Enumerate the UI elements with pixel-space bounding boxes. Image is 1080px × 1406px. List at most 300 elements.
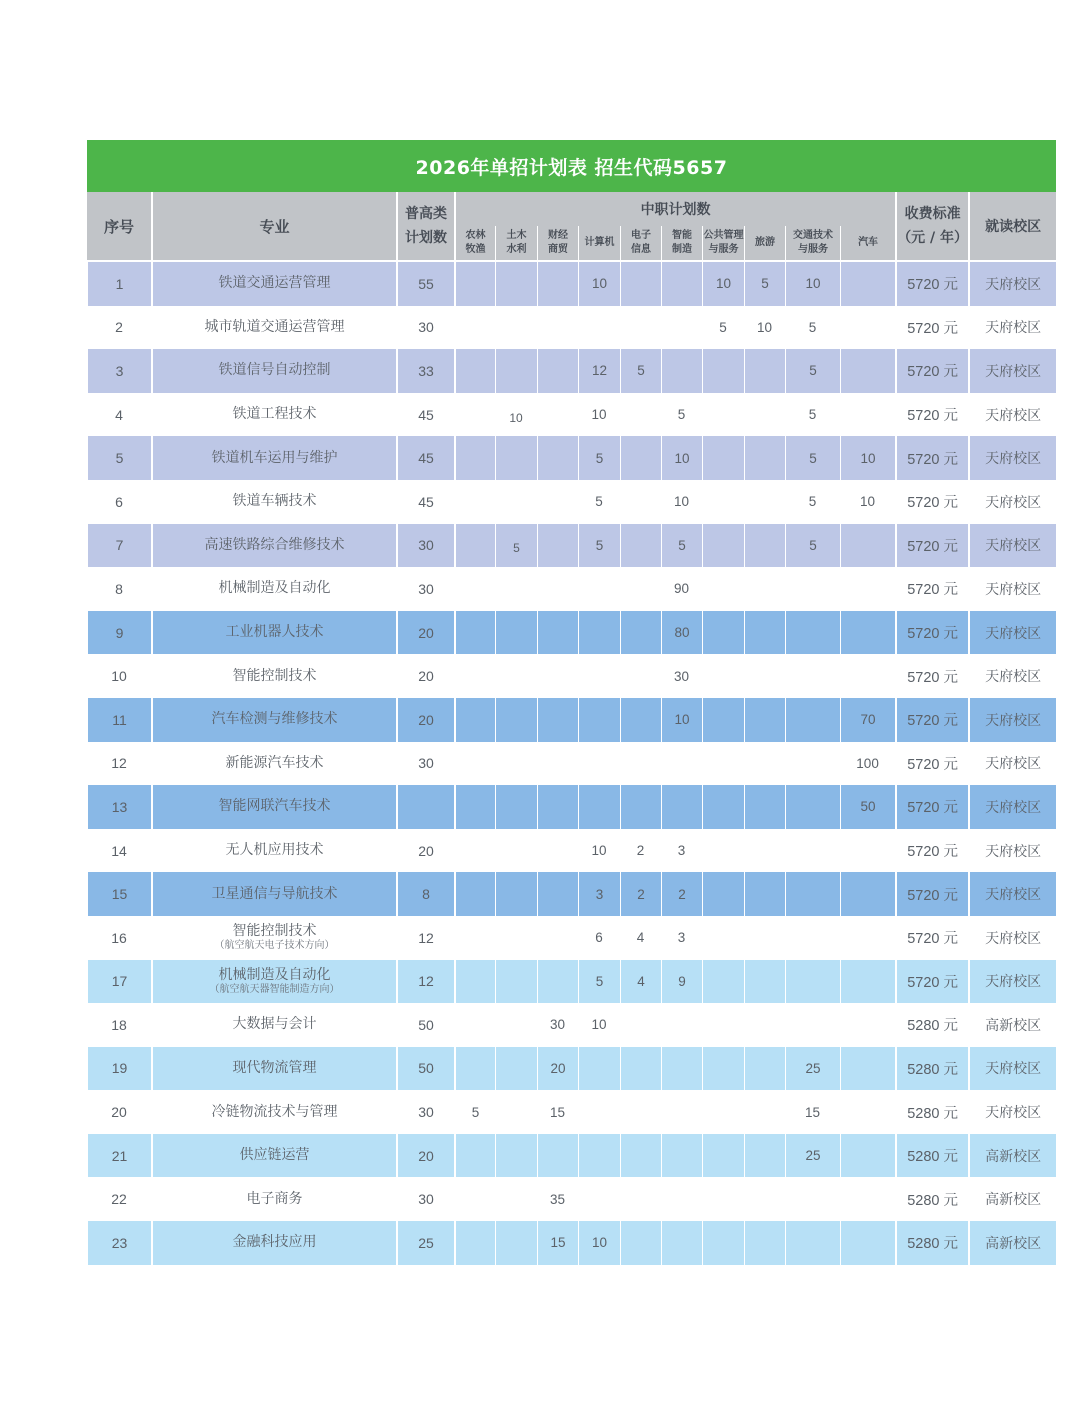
cell-zz-2 <box>537 349 578 393</box>
cell-zz-4: 2 <box>620 872 661 916</box>
cell-major <box>151 393 396 437</box>
cell-zz-9: 70 <box>840 698 895 742</box>
cell-zz-2 <box>537 567 578 611</box>
cell-zz-5 <box>661 262 702 306</box>
table-row <box>87 872 1056 916</box>
cell-zz-4 <box>620 742 661 786</box>
cell-zz-9 <box>840 1134 895 1178</box>
cell-zz-5 <box>661 785 702 829</box>
cell-zz-8 <box>785 698 840 742</box>
cell-gk: 12 <box>396 960 454 1004</box>
cell-zz-2 <box>537 524 578 568</box>
cell-gk: 12 <box>396 916 454 960</box>
cell-zz-0 <box>454 436 495 480</box>
cell-zz-8: 5 <box>785 306 840 350</box>
cell-campus: 高新校区 <box>968 1177 1056 1221</box>
cell-zz-2 <box>537 480 578 524</box>
cell-major <box>151 1003 396 1047</box>
cell-zz-8: 5 <box>785 436 840 480</box>
cell-fee: 5280 元 <box>895 1134 968 1178</box>
header-fee-line2: （元 / 年） <box>897 230 969 246</box>
major-name: 工业机器人技术 <box>225 624 324 641</box>
cell-zz-9 <box>840 262 895 306</box>
cell-zz-8 <box>785 1177 840 1221</box>
header-sub-line2: 牧渔 <box>465 244 486 255</box>
header-gk <box>396 192 454 262</box>
cell-fee: 5720 元 <box>895 785 968 829</box>
cell-zz-9 <box>840 960 895 1004</box>
cell-zz-3: 5 <box>578 480 620 524</box>
table-row <box>87 306 1056 350</box>
cell-zz-8: 15 <box>785 1090 840 1134</box>
cell-zz-7 <box>744 567 785 611</box>
cell-zz-0 <box>454 960 495 1004</box>
cell-gk: 45 <box>396 436 454 480</box>
cell-campus: 高新校区 <box>968 1221 1056 1265</box>
cell-zz-8 <box>785 567 840 611</box>
cell-zz-2: 20 <box>537 1047 578 1091</box>
cell-zz-8 <box>785 1221 840 1265</box>
cell-zz-9 <box>840 349 895 393</box>
cell-seq: 4 <box>87 393 151 437</box>
cell-major <box>151 262 396 306</box>
cell-major <box>151 611 396 655</box>
cell-zz-6 <box>702 436 744 480</box>
cell-seq: 13 <box>87 785 151 829</box>
cell-zz-9: 10 <box>840 436 895 480</box>
cell-zz-7 <box>744 785 785 829</box>
header-sub-line1: 智能 <box>672 230 692 241</box>
cell-zz-5: 3 <box>661 829 702 873</box>
cell-zz-7 <box>744 654 785 698</box>
cell-campus: 高新校区 <box>968 1003 1056 1047</box>
cell-zz-8 <box>785 829 840 873</box>
cell-zz-3 <box>578 785 620 829</box>
cell-zz-1: 10 <box>495 393 537 437</box>
cell-gk: 30 <box>396 742 454 786</box>
cell-zz-8 <box>785 742 840 786</box>
cell-gk: 30 <box>396 1090 454 1134</box>
cell-zz-0 <box>454 829 495 873</box>
enrollment-plan-table <box>87 192 1056 1265</box>
cell-zz-7 <box>744 524 785 568</box>
cell-zz-5 <box>661 1177 702 1221</box>
cell-major <box>151 698 396 742</box>
cell-zz-3: 10 <box>578 1003 620 1047</box>
cell-zz-3: 5 <box>578 524 620 568</box>
cell-zz-7: 10 <box>744 306 785 350</box>
cell-zz-6 <box>702 1221 744 1265</box>
cell-zz-7 <box>744 349 785 393</box>
cell-zz-5 <box>661 1134 702 1178</box>
cell-zz-1 <box>495 1047 537 1091</box>
cell-zz-2 <box>537 916 578 960</box>
table-row <box>87 916 1056 960</box>
major-name: 铁道车辆技术 <box>232 493 317 510</box>
cell-major <box>151 872 396 916</box>
cell-fee: 5280 元 <box>895 1047 968 1091</box>
cell-zz-8: 5 <box>785 393 840 437</box>
cell-zz-0 <box>454 742 495 786</box>
cell-seq: 21 <box>87 1134 151 1178</box>
cell-zz-8: 25 <box>785 1047 840 1091</box>
cell-seq: 16 <box>87 916 151 960</box>
cell-gk: 20 <box>396 829 454 873</box>
cell-seq: 7 <box>87 524 151 568</box>
cell-gk: 55 <box>396 262 454 306</box>
cell-zz-2 <box>537 436 578 480</box>
cell-campus: 天府校区 <box>968 1047 1056 1091</box>
cell-zz-7 <box>744 436 785 480</box>
cell-fee: 5720 元 <box>895 960 968 1004</box>
table-row <box>87 960 1056 1004</box>
cell-zz-9 <box>840 872 895 916</box>
cell-zz-3: 3 <box>578 872 620 916</box>
cell-campus: 天府校区 <box>968 785 1056 829</box>
cell-zz-0 <box>454 567 495 611</box>
major-name: 卫星通信与导航技术 <box>211 885 338 902</box>
cell-seq: 12 <box>87 742 151 786</box>
cell-zz-5: 10 <box>661 698 702 742</box>
cell-zz-7 <box>744 916 785 960</box>
major-name: 新能源汽车技术 <box>225 754 324 771</box>
cell-zz-6 <box>702 611 744 655</box>
cell-zz-1 <box>495 611 537 655</box>
cell-zz-1 <box>495 698 537 742</box>
cell-zz-4 <box>620 567 661 611</box>
table-row <box>87 436 1056 480</box>
cell-zz-9 <box>840 1090 895 1134</box>
cell-zz-9 <box>840 654 895 698</box>
header-sub-line2: 信息 <box>631 244 651 255</box>
major-name: 智能控制技术 <box>232 923 317 940</box>
header-sub-line2: 制造 <box>672 244 692 255</box>
cell-zz-5: 5 <box>661 524 702 568</box>
header-sub-5 <box>661 226 702 262</box>
cell-zz-1: 5 <box>495 524 537 568</box>
cell-gk: 25 <box>396 1221 454 1265</box>
major-name: 现代物流管理 <box>232 1059 317 1076</box>
header-fee <box>895 192 968 262</box>
cell-seq: 1 <box>87 262 151 306</box>
cell-zz-5 <box>661 1221 702 1265</box>
table-row <box>87 1003 1056 1047</box>
cell-zz-5 <box>661 742 702 786</box>
cell-zz-6 <box>702 524 744 568</box>
cell-zz-0 <box>454 1134 495 1178</box>
cell-fee: 5720 元 <box>895 872 968 916</box>
header-sub-line1: 电子 <box>631 230 651 241</box>
cell-zz-0 <box>454 1003 495 1047</box>
cell-zz-8 <box>785 1003 840 1047</box>
cell-zz-7 <box>744 1134 785 1178</box>
cell-gk: 50 <box>396 1003 454 1047</box>
cell-gk: 8 <box>396 872 454 916</box>
cell-zz-4 <box>620 1177 661 1221</box>
header-gk-line2: 计划数 <box>405 230 447 246</box>
header-sub-0 <box>454 226 495 262</box>
cell-zz-3 <box>578 611 620 655</box>
cell-zz-5: 90 <box>661 567 702 611</box>
table-row <box>87 611 1056 655</box>
cell-zz-4 <box>620 611 661 655</box>
cell-seq: 9 <box>87 611 151 655</box>
cell-seq: 20 <box>87 1090 151 1134</box>
cell-zz-6 <box>702 829 744 873</box>
cell-zz-2 <box>537 1134 578 1178</box>
cell-zz-0 <box>454 1177 495 1221</box>
cell-campus: 天府校区 <box>968 916 1056 960</box>
header-fee-line1: 收费标准 <box>904 206 961 222</box>
header-campus: 就读校区 <box>968 192 1056 262</box>
cell-major <box>151 306 396 350</box>
cell-zz-6 <box>702 1047 744 1091</box>
cell-zz-6 <box>702 960 744 1004</box>
cell-zz-0 <box>454 1047 495 1091</box>
cell-zz-9 <box>840 1221 895 1265</box>
cell-zz-1 <box>495 1177 537 1221</box>
cell-zz-4 <box>620 393 661 437</box>
cell-zz-9: 50 <box>840 785 895 829</box>
cell-zz-1 <box>495 567 537 611</box>
cell-fee: 5720 元 <box>895 742 968 786</box>
cell-zz-6 <box>702 698 744 742</box>
cell-zz-8 <box>785 872 840 916</box>
cell-zz-3 <box>578 1090 620 1134</box>
cell-zz-1 <box>495 1221 537 1265</box>
cell-zz-3: 10 <box>578 1221 620 1265</box>
cell-zz-6 <box>702 393 744 437</box>
cell-zz-6 <box>702 1003 744 1047</box>
major-name: 铁道工程技术 <box>232 406 317 423</box>
table-row <box>87 785 1056 829</box>
cell-zz-3: 6 <box>578 916 620 960</box>
header-sub-9 <box>840 226 895 262</box>
cell-zz-6 <box>702 1134 744 1178</box>
cell-zz-6: 5 <box>702 306 744 350</box>
cell-seq: 15 <box>87 872 151 916</box>
major-name: 铁道机车运用与维护 <box>211 449 338 466</box>
cell-zz-9 <box>840 916 895 960</box>
cell-zz-7 <box>744 742 785 786</box>
cell-zz-8 <box>785 960 840 1004</box>
cell-zz-3: 10 <box>578 829 620 873</box>
cell-zz-2: 30 <box>537 1003 578 1047</box>
header-sub-7 <box>744 226 785 262</box>
header-zz: 中职计划数 <box>454 192 895 226</box>
cell-campus: 天府校区 <box>968 436 1056 480</box>
cell-zz-3 <box>578 1047 620 1091</box>
cell-zz-4 <box>620 436 661 480</box>
cell-zz-5: 9 <box>661 960 702 1004</box>
cell-major <box>151 1177 396 1221</box>
table-row <box>87 654 1056 698</box>
cell-zz-2 <box>537 785 578 829</box>
cell-fee: 5720 元 <box>895 567 968 611</box>
header-sub-line1: 交通技术 <box>793 230 833 241</box>
table-row <box>87 1047 1056 1091</box>
cell-zz-4: 2 <box>620 829 661 873</box>
cell-zz-8: 10 <box>785 262 840 306</box>
cell-zz-1 <box>495 480 537 524</box>
header-sub-4 <box>620 226 661 262</box>
cell-zz-1 <box>495 872 537 916</box>
cell-campus: 天府校区 <box>968 742 1056 786</box>
cell-gk: 30 <box>396 524 454 568</box>
major-name: 智能网联汽车技术 <box>218 798 331 815</box>
cell-fee: 5720 元 <box>895 436 968 480</box>
cell-major <box>151 1047 396 1091</box>
cell-zz-1 <box>495 262 537 306</box>
cell-zz-7 <box>744 1221 785 1265</box>
cell-zz-0 <box>454 306 495 350</box>
major-name: 冷链物流技术与管理 <box>211 1103 338 1120</box>
major-name: 智能控制技术 <box>232 667 317 684</box>
cell-zz-1 <box>495 1003 537 1047</box>
cell-zz-4 <box>620 1221 661 1265</box>
cell-gk: 45 <box>396 393 454 437</box>
cell-zz-1 <box>495 785 537 829</box>
cell-seq: 5 <box>87 436 151 480</box>
cell-zz-7 <box>744 872 785 916</box>
cell-major <box>151 829 396 873</box>
cell-zz-3 <box>578 742 620 786</box>
cell-zz-2: 15 <box>537 1221 578 1265</box>
cell-campus: 天府校区 <box>968 524 1056 568</box>
cell-seq: 10 <box>87 654 151 698</box>
cell-campus: 天府校区 <box>968 611 1056 655</box>
header-sub-line1: 汽车 <box>858 237 879 248</box>
cell-zz-9 <box>840 567 895 611</box>
cell-zz-1 <box>495 916 537 960</box>
cell-zz-4: 4 <box>620 916 661 960</box>
cell-seq: 18 <box>87 1003 151 1047</box>
cell-zz-9 <box>840 393 895 437</box>
cell-fee: 5720 元 <box>895 698 968 742</box>
cell-fee: 5280 元 <box>895 1003 968 1047</box>
cell-zz-5 <box>661 1003 702 1047</box>
cell-zz-2 <box>537 393 578 437</box>
cell-zz-3 <box>578 654 620 698</box>
table-row <box>87 829 1056 873</box>
cell-zz-8: 5 <box>785 524 840 568</box>
cell-zz-4 <box>620 480 661 524</box>
cell-zz-2 <box>537 872 578 916</box>
cell-zz-1 <box>495 436 537 480</box>
cell-zz-2: 15 <box>537 1090 578 1134</box>
enrollment-plan-sheet <box>87 140 1056 1265</box>
header-sub-line1: 旅游 <box>755 237 775 248</box>
cell-gk: 45 <box>396 480 454 524</box>
cell-campus: 天府校区 <box>968 480 1056 524</box>
cell-zz-2 <box>537 306 578 350</box>
cell-zz-0 <box>454 393 495 437</box>
cell-zz-2 <box>537 262 578 306</box>
cell-major <box>151 567 396 611</box>
cell-zz-3 <box>578 306 620 350</box>
cell-zz-4 <box>620 306 661 350</box>
header-sub-line2: 水利 <box>506 244 527 255</box>
cell-zz-3 <box>578 1177 620 1221</box>
table-row <box>87 349 1056 393</box>
cell-zz-0 <box>454 698 495 742</box>
cell-seq: 17 <box>87 960 151 1004</box>
header-gk-line1: 普高类 <box>405 206 447 222</box>
header-sub-2 <box>537 226 578 262</box>
cell-zz-2 <box>537 742 578 786</box>
cell-zz-5: 2 <box>661 872 702 916</box>
table-row <box>87 698 1056 742</box>
cell-seq: 14 <box>87 829 151 873</box>
table-row <box>87 1221 1056 1265</box>
cell-zz-4 <box>620 1047 661 1091</box>
cell-zz-5 <box>661 306 702 350</box>
cell-zz-4 <box>620 524 661 568</box>
major-name: 无人机应用技术 <box>225 842 324 859</box>
cell-zz-1 <box>495 1090 537 1134</box>
cell-campus: 天府校区 <box>968 872 1056 916</box>
table-row <box>87 1177 1056 1221</box>
cell-seq: 2 <box>87 306 151 350</box>
header-sub-line2: 与服务 <box>798 244 828 255</box>
cell-zz-4 <box>620 698 661 742</box>
header-sub-line1: 计算机 <box>584 237 615 248</box>
header-sub-line1: 财经 <box>548 230 568 241</box>
cell-zz-7 <box>744 1003 785 1047</box>
cell-zz-3: 5 <box>578 436 620 480</box>
cell-major <box>151 916 396 960</box>
cell-zz-5: 5 <box>661 393 702 437</box>
cell-zz-4 <box>620 1090 661 1134</box>
header-sub-6 <box>702 226 744 262</box>
cell-zz-4 <box>620 654 661 698</box>
cell-zz-7 <box>744 960 785 1004</box>
cell-zz-6: 10 <box>702 262 744 306</box>
cell-zz-0 <box>454 524 495 568</box>
cell-zz-4 <box>620 1003 661 1047</box>
cell-zz-0 <box>454 654 495 698</box>
cell-campus: 天府校区 <box>968 1090 1056 1134</box>
major-name: 机械制造及自动化 <box>218 966 331 983</box>
cell-zz-0 <box>454 916 495 960</box>
major-name: 铁道信号自动控制 <box>218 362 331 379</box>
header-sub-line1: 农林 <box>465 230 486 241</box>
cell-zz-7 <box>744 393 785 437</box>
cell-zz-6 <box>702 567 744 611</box>
cell-zz-7 <box>744 480 785 524</box>
cell-major <box>151 742 396 786</box>
cell-zz-8 <box>785 654 840 698</box>
cell-zz-1 <box>495 306 537 350</box>
cell-zz-0 <box>454 611 495 655</box>
header-sub-8 <box>785 226 840 262</box>
cell-zz-1 <box>495 349 537 393</box>
cell-major <box>151 349 396 393</box>
header-sub-line2: 与服务 <box>708 244 739 255</box>
cell-zz-5 <box>661 349 702 393</box>
cell-zz-1 <box>495 960 537 1004</box>
cell-major <box>151 960 396 1004</box>
major-name: 大数据与会计 <box>232 1016 317 1033</box>
cell-zz-8 <box>785 611 840 655</box>
cell-seq: 23 <box>87 1221 151 1265</box>
cell-campus: 天府校区 <box>968 393 1056 437</box>
cell-zz-6 <box>702 480 744 524</box>
cell-campus: 天府校区 <box>968 567 1056 611</box>
cell-zz-8: 5 <box>785 480 840 524</box>
cell-zz-3 <box>578 1134 620 1178</box>
cell-zz-0 <box>454 262 495 306</box>
